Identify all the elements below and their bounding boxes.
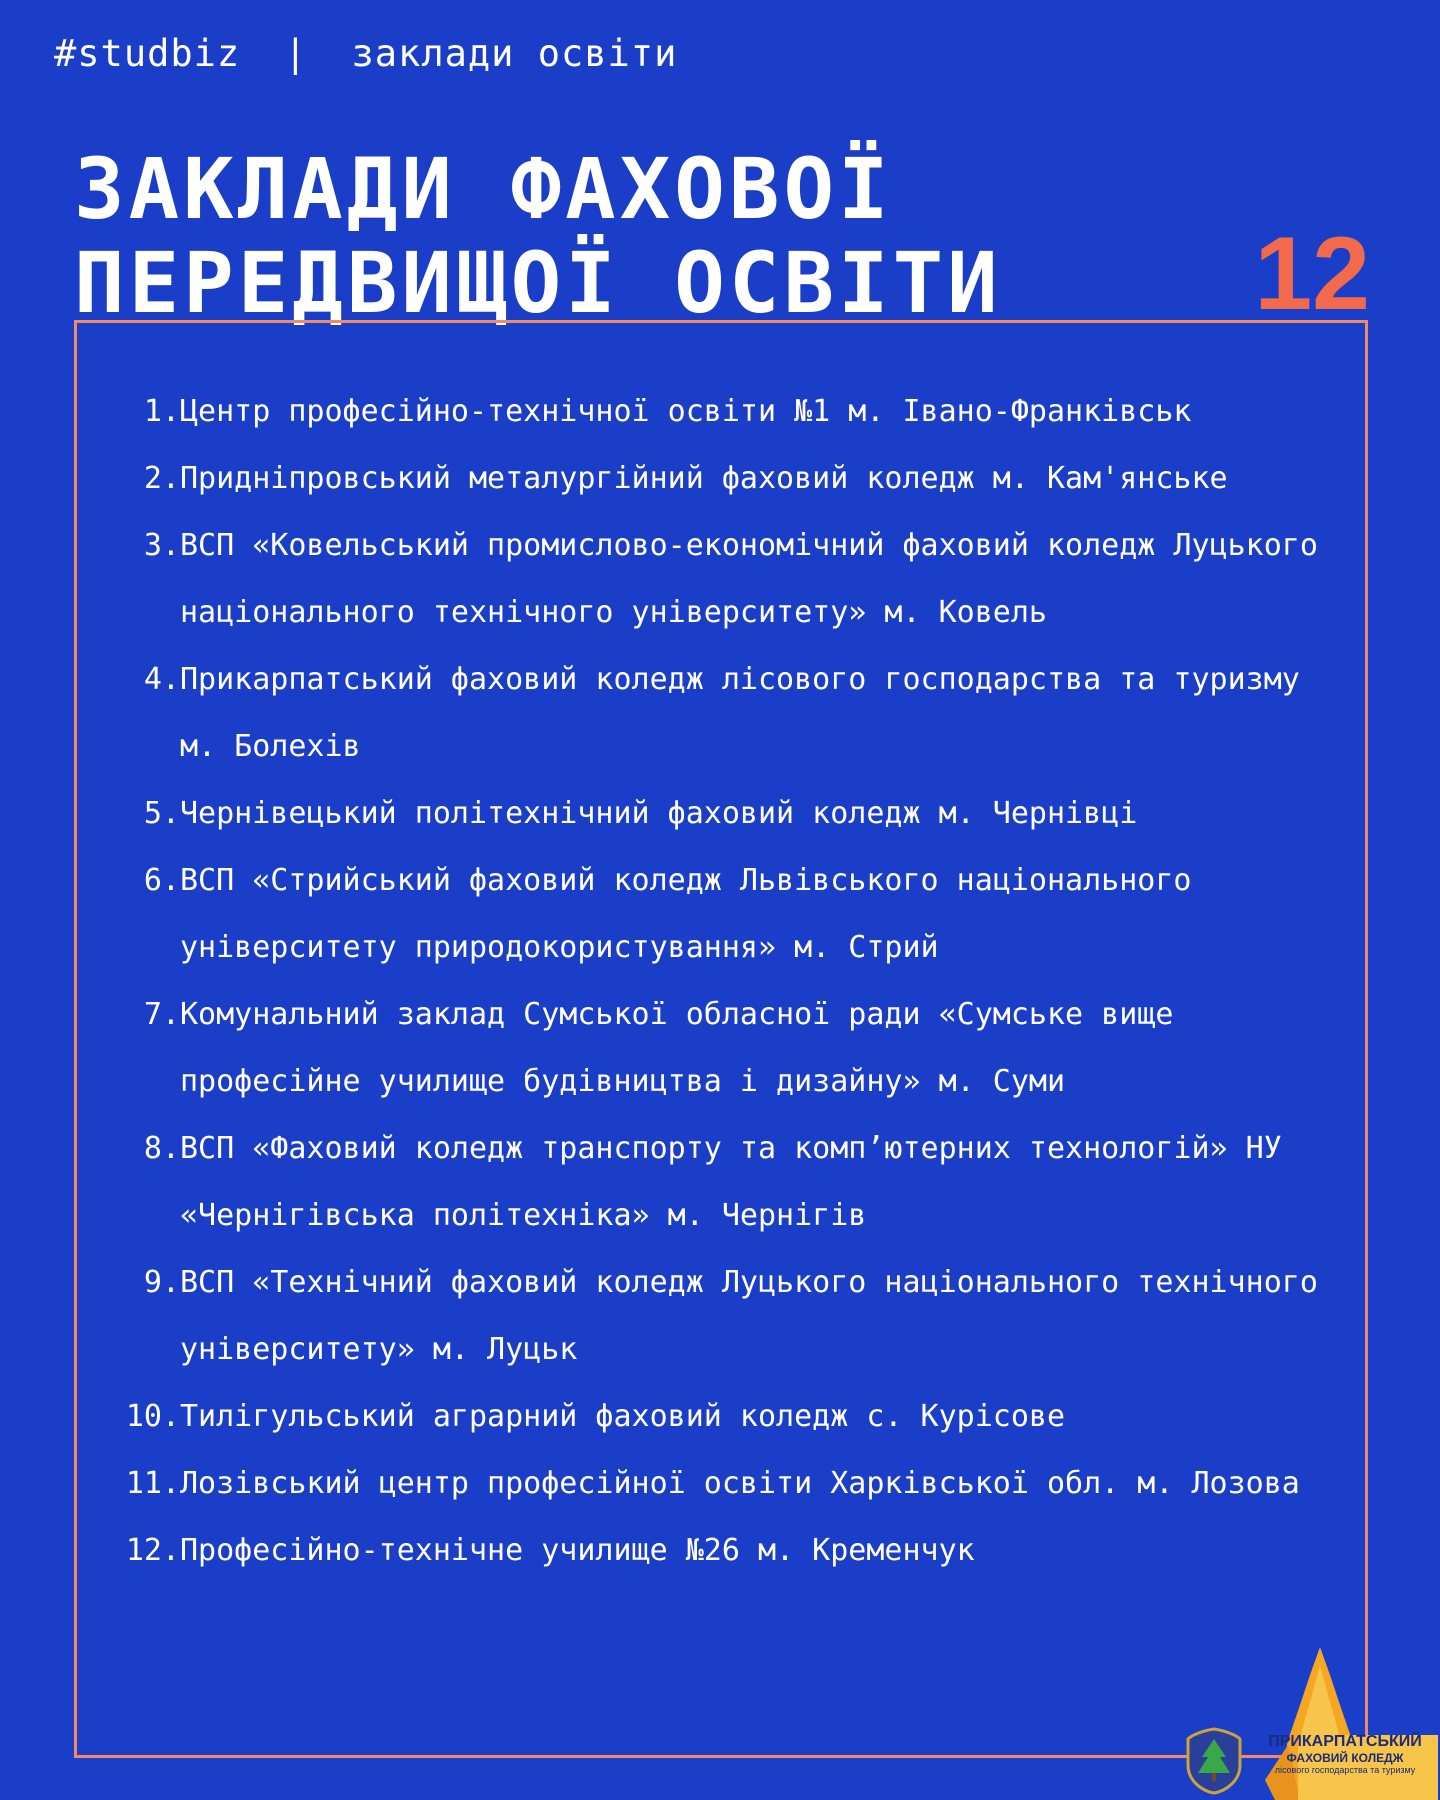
list-item [104, 1517, 1334, 1584]
title-line-1: ЗАКЛАДИ ФАХОВОЇ [74, 140, 893, 238]
list-item-number: 12. [125, 1533, 180, 1568]
list-item-text: ВСП «Стрийський фаховий коледж Львівського національного університету природокористування» м. Стрий [180, 863, 1192, 965]
college-logo [1180, 1645, 1440, 1800]
list-item [104, 1383, 1334, 1450]
list-item [104, 981, 1334, 1115]
institution-list [104, 378, 1334, 1584]
list-item [104, 847, 1334, 981]
logo-caption [1250, 1734, 1440, 1775]
list-item-number: 8. [143, 1131, 180, 1166]
list-item-number: 1. [143, 394, 180, 429]
hashtag: #studbiz [54, 32, 241, 75]
list-item [104, 780, 1334, 847]
list-item-number: 9. [143, 1265, 180, 1300]
list-item-number: 6. [143, 863, 180, 898]
page-title [74, 142, 1002, 330]
list-item-text: Придніпровський металургійний фаховий коледж м. Кам'янське [180, 461, 1228, 496]
list-item-text: ВСП «Технічний фаховий коледж Луцького національного технічного університету» м. Луцьк [180, 1265, 1318, 1367]
logo-line-3: лісового господарства та туризму [1274, 1765, 1416, 1775]
list-item-text: Лозівський центр професійної освіти Харківської обл. м. Лозова [180, 1466, 1300, 1501]
list-item-text: Комунальний заклад Сумської обласної ради «Сумське вище професійне училище будівництва і дизайну» м. Суми [180, 997, 1174, 1099]
list-item [104, 378, 1334, 445]
header-tagline [54, 32, 677, 75]
list-item-number: 5. [143, 796, 180, 831]
list-item-number: 2. [143, 461, 180, 496]
list-item [104, 445, 1334, 512]
title-line-2: ПЕРЕДВИЩОЇ ОСВІТИ [74, 234, 1002, 332]
list-item-text: Тилігульський аграрний фаховий коледж с. Курісове [180, 1399, 1066, 1434]
list-item-text: Професійно-технічне училище №26 м. Кременчук [180, 1533, 975, 1568]
header-separator: | [284, 32, 308, 75]
list-item-text: ВСП «Фаховий коледж транспорту та комп’ютерних технологій» НУ «Чернігівська політехніка» м. Чернігів [180, 1131, 1282, 1233]
logo-line-1: ПРИКАРПАТСЬКИЙ [1268, 1733, 1422, 1750]
header-category: заклади освіти [351, 32, 678, 75]
list-item-text: Прикарпатський фаховий коледж лісового господарства та туризму м. Болехів [180, 662, 1300, 764]
list-item [104, 1450, 1334, 1517]
logo-line-2: ФАХОВИЙ КОЛЕДЖ [1286, 1751, 1404, 1765]
list-item-text: Центр професійно-технічної освіти №1 м. Івано-Франківськ [180, 394, 1192, 429]
list-item-text: ВСП «Ковельський промислово-економічний фаховий коледж Луцького національного технічного університету» м. Ковель [180, 528, 1318, 630]
list-item-number: 10. [125, 1399, 180, 1434]
item-count: 12 [1254, 216, 1370, 332]
list-item-number: 7. [143, 997, 180, 1032]
coat-of-arms-icon [1186, 1727, 1242, 1795]
list-item-number: 11. [125, 1466, 180, 1501]
list-item-number: 3. [143, 528, 180, 563]
list-item-text: Чернівецький політехнічний фаховий коледж м. Чернівці [180, 796, 1138, 831]
list-item [104, 646, 1334, 780]
list-item [104, 1249, 1334, 1383]
list-item [104, 512, 1334, 646]
list-item [104, 1115, 1334, 1249]
list-item-number: 4. [143, 662, 180, 697]
